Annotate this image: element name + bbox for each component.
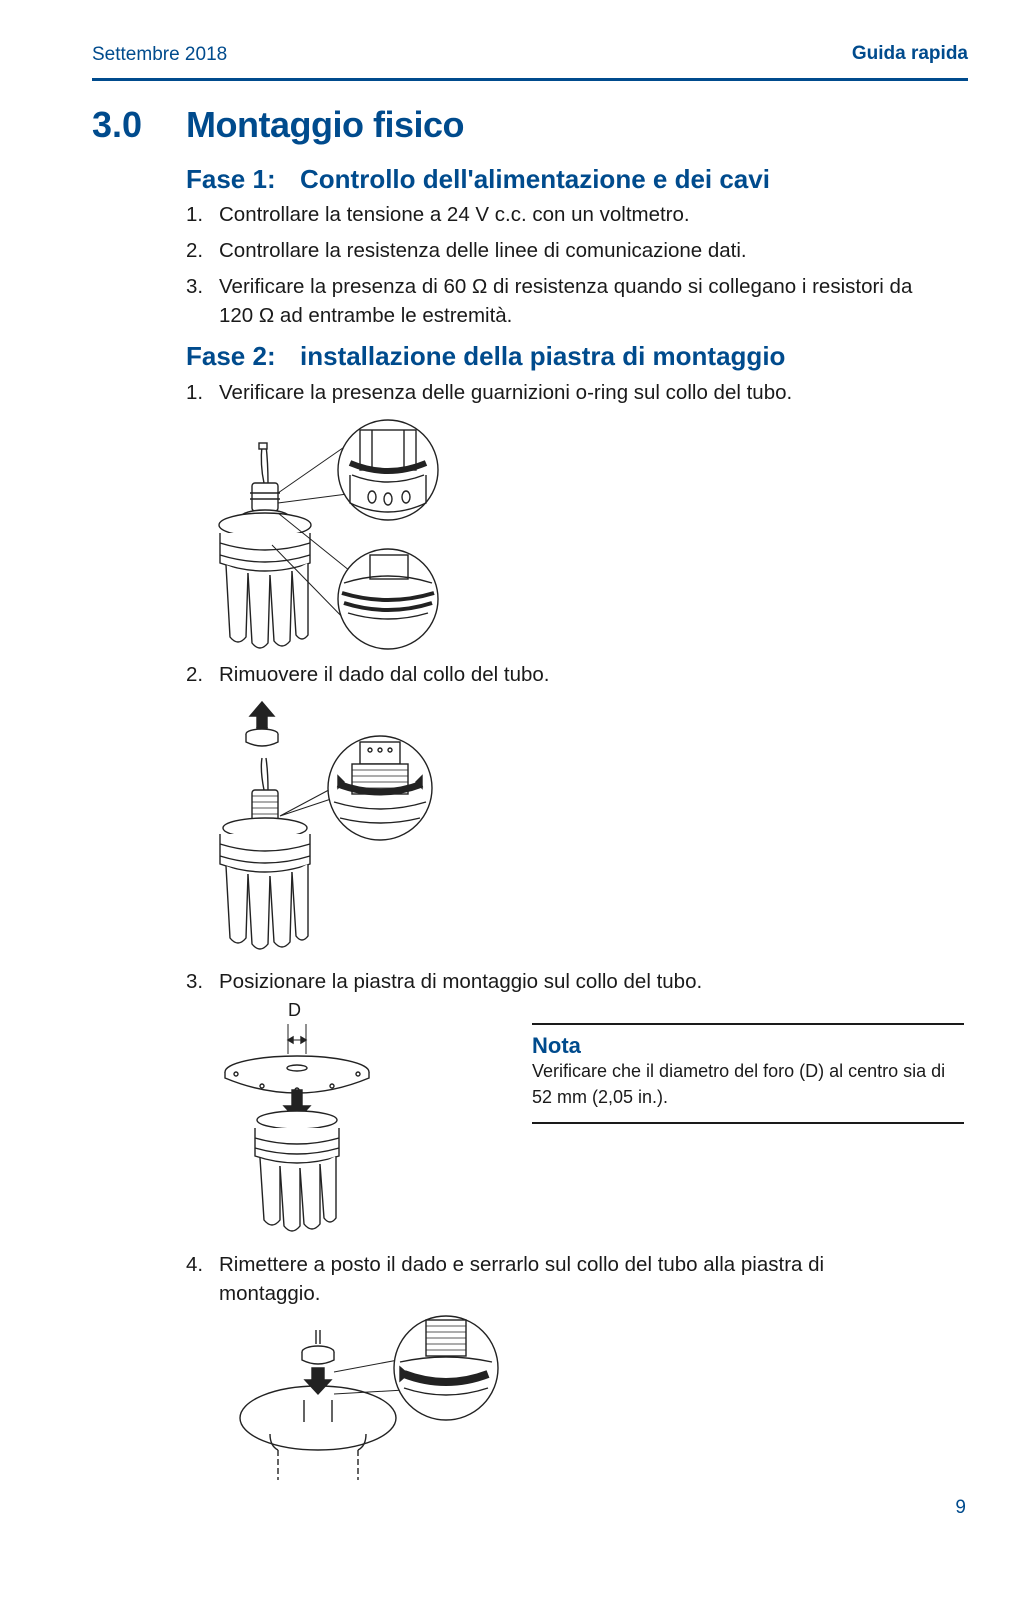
step-text: Controllare la tensione a 24 V c.c. con un voltmetro. [219, 203, 690, 226]
phase1-label: Fase 1: [186, 164, 276, 194]
step-text: Verificare la presenza delle guarnizioni o-ring sul collo del tubo. [219, 381, 793, 404]
step-number: 3. [186, 275, 204, 298]
step-text: Controllare la resistenza delle linee di comunicazione dati. [219, 239, 747, 262]
section-number: 3.0 [92, 104, 143, 145]
phase1-step-3 [186, 272, 946, 330]
phase2-step-2 [186, 660, 946, 689]
note-bottom-rule [532, 1122, 964, 1124]
step-number: 1. [186, 203, 204, 226]
phase1-title: Controllo dell'alimentazione e dei cavi [300, 164, 770, 194]
phase1-step-1 [186, 200, 946, 229]
page-number: 9 [955, 1497, 966, 1518]
note-body: Verificare che il diametro del foro (D) al centro sia di 52 mm (2,05 in.). [532, 1061, 946, 1107]
phase2-step-4 [186, 1250, 906, 1308]
step-number: 1. [186, 381, 204, 404]
header-rule [92, 78, 968, 81]
note-title: Nota [532, 1033, 581, 1058]
header-doc-type: Guida rapida [851, 43, 968, 64]
figure-tighten-nut [238, 1312, 500, 1482]
step-text: Rimuovere il dado dal collo del tubo. [219, 663, 550, 686]
header-date: Settembre 2018 [92, 44, 228, 65]
phase2-step-3 [186, 967, 946, 996]
phase2-step-1 [186, 378, 946, 407]
figure-position-plate [222, 1020, 372, 1245]
step-text: Posizionare la piastra di montaggio sul collo del tubo. [219, 970, 703, 993]
figure-remove-nut [210, 698, 450, 963]
phase2-heading [186, 341, 785, 372]
step-text: Verificare la presenza di 60 Ω di resistenza quando si collegano i resistori da 120 Ω ad entrambe le estremità. [219, 275, 913, 327]
step-number: 4. [186, 1253, 204, 1276]
phase1-step-2 [186, 236, 946, 265]
phase1-heading [186, 164, 770, 195]
step-text: Rimettere a posto il dado e serrarlo sul collo del tubo alla piastra di montaggio. [219, 1253, 825, 1305]
step-number: 2. [186, 663, 204, 686]
note-top-rule [532, 1023, 964, 1025]
section-title: Montaggio fisico [186, 104, 464, 145]
dimension-label-d: D [288, 1000, 301, 1020]
figure-oring-check [210, 415, 450, 655]
phase2-title: installazione della piastra di montaggio [300, 341, 786, 371]
phase2-label: Fase 2: [186, 341, 276, 371]
step-number: 3. [186, 970, 204, 993]
step-number: 2. [186, 239, 204, 262]
